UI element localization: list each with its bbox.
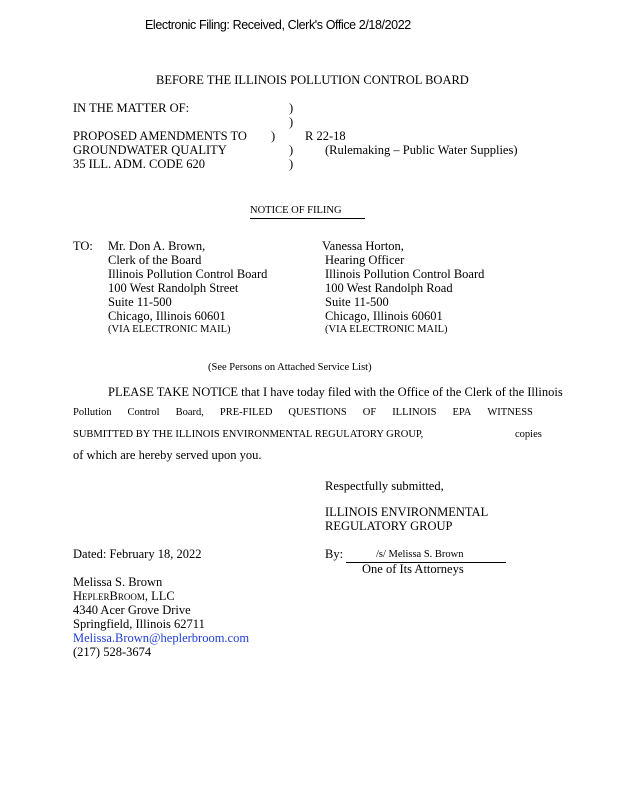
body-word: Board, xyxy=(175,407,204,418)
board-heading: BEFORE THE ILLINOIS POLLUTION CONTROL BOARD xyxy=(156,73,469,87)
recipient-block xyxy=(322,239,484,337)
attorney-name: Melissa S. Brown xyxy=(73,575,163,589)
case-type: (Rulemaking – Public Water Supplies) xyxy=(325,143,518,157)
body-word: WITNESS xyxy=(487,407,533,418)
recipient-line: 100 West Randolph Road xyxy=(325,281,453,295)
signature-title: One of Its Attorneys xyxy=(362,562,464,576)
caption-paren: ) xyxy=(271,129,276,143)
caption-paren: ) xyxy=(289,115,294,129)
body-word: Control xyxy=(127,407,160,418)
body-word: PRE-FILED xyxy=(219,407,273,418)
address-line: 4340 Acer Grove Drive xyxy=(73,603,191,617)
dated: Dated: February 18, 2022 xyxy=(73,547,202,561)
firm-name: HeplerBroom, LLC xyxy=(73,589,175,603)
recipient-line: Chicago, Illinois 60601 xyxy=(325,309,443,323)
recipient-line: Illinois Pollution Control Board xyxy=(325,267,485,281)
proceeding-title xyxy=(73,129,247,171)
recipient-line: Suite 11-500 xyxy=(325,295,389,309)
recipient-line: Vanessa Horton, xyxy=(322,239,404,253)
recipient-line: (VIA ELECTRONIC MAIL) xyxy=(108,324,231,335)
notice-title: NOTICE OF FILING xyxy=(250,204,365,219)
recipient-line: Mr. Don A. Brown, xyxy=(108,239,206,253)
matter-label: IN THE MATTER OF: xyxy=(73,101,190,115)
phone: (217) 528-3674 xyxy=(73,645,152,659)
by-label: By: xyxy=(325,547,344,561)
organization xyxy=(325,505,488,533)
recipient-line: (VIA ELECTRONIC MAIL) xyxy=(325,324,448,335)
recipient-line: Illinois Pollution Control Board xyxy=(108,267,268,281)
caption-paren: ) xyxy=(289,101,294,115)
recipient-line: Hearing Officer xyxy=(325,253,405,267)
recipient-line: Chicago, Illinois 60601 xyxy=(108,309,226,323)
caption-paren: ) xyxy=(289,143,294,157)
email-link[interactable]: Melissa.Brown@heplerbroom.com xyxy=(73,631,250,645)
recipient-line: Clerk of the Board xyxy=(108,253,202,267)
body-line: of which are hereby served upon you. xyxy=(73,448,262,462)
body-line-justified xyxy=(73,406,533,420)
case-number: R 22-18 xyxy=(305,129,346,143)
body-word: Pollution xyxy=(73,407,112,418)
body-word: ILLINOIS xyxy=(392,407,437,418)
filing-stamp: Electronic Filing: Received, Clerk's Office 2/18/2022 xyxy=(145,18,411,32)
body-word: OF xyxy=(362,407,377,418)
org-line: REGULATORY GROUP xyxy=(325,519,453,533)
body-word: EPA xyxy=(452,407,472,418)
signature-line: /s/ Melissa S. Brown xyxy=(346,548,506,563)
body-word: copies xyxy=(515,429,542,440)
org-line: ILLINOIS ENVIRONMENTAL xyxy=(325,505,489,519)
recipient-line: 100 West Randolph Street xyxy=(108,281,239,295)
closing: Respectfully submitted, xyxy=(325,479,444,493)
proceeding-line: PROPOSED AMENDMENTS TO xyxy=(73,129,247,143)
proceeding-line: GROUNDWATER QUALITY xyxy=(73,143,227,157)
body-line: SUBMITTED BY THE ILLINOIS ENVIRONMENTAL REGULATORY GROUP, xyxy=(73,429,424,440)
caption-paren: ) xyxy=(289,157,294,171)
proceeding-line: 35 ILL. ADM. CODE 620 xyxy=(73,157,205,171)
recipient-block xyxy=(108,239,267,337)
to-label: TO: xyxy=(73,239,93,253)
service-note: (See Persons on Attached Service List) xyxy=(208,362,372,373)
body-line: PLEASE TAKE NOTICE that I have today filed with the Office of the Clerk of the Illinois xyxy=(108,385,563,399)
address-line: Springfield, Illinois 62711 xyxy=(73,617,205,631)
attorney-block xyxy=(73,575,249,659)
recipient-line: Suite 11-500 xyxy=(108,295,172,309)
body-word: QUESTIONS xyxy=(288,407,347,418)
